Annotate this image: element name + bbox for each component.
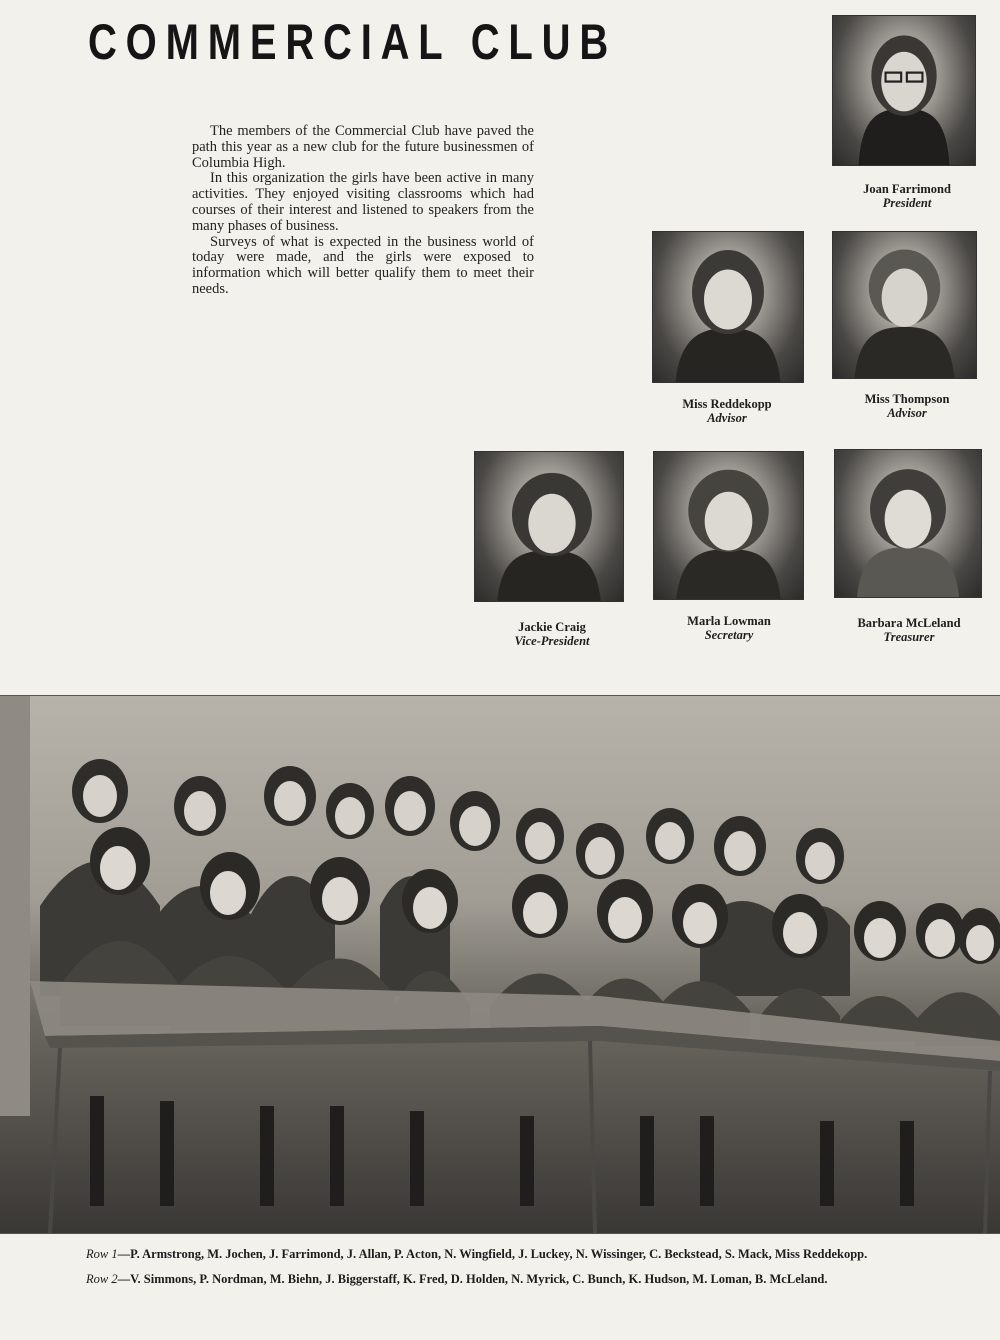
intro-paragraph: The members of the Commercial Club have paved the path this year as a new club for the future businessmen of Columbia High. [192,123,534,171]
officer-name: Miss Reddekopp [682,397,772,411]
officer-role: Advisor [707,411,747,425]
officer-name: Barbara McLeland [857,616,961,630]
intro-paragraph: Surveys of what is expected in the business world of today were made, and the girls were exposed to information which will better qualify them to meet their needs. [192,233,534,297]
officer-role: Secretary [704,628,754,642]
portrait-president [832,15,976,166]
caption-president [832,182,982,210]
row-label: Row 1 [86,1247,118,1261]
officer-role: Advisor [887,406,927,420]
officer-role: Vice-President [514,634,590,648]
portrait-treasurer [834,449,982,598]
group-photo [0,695,1000,1234]
page-title: COMMERCIAL CLUB [88,14,618,70]
row-label: Row 2 [86,1272,118,1286]
caption-secretary [653,614,805,642]
portrait-advisor-thompson [832,231,977,379]
caption-advisor-reddekopp [652,397,802,425]
row-names: V. Simmons, P. Nordman, M. Biehn, J. Biggerstaff, K. Fred, D. Holden, N. Myrick, C. Bunch, K. Hudson, M. Loman, B. McLeland. [130,1272,828,1286]
officer-role: President [882,196,932,210]
row-2-caption: Row 2—V. Simmons, P. Nordman, M. Biehn, J. Biggerstaff, K. Fred, D. Holden, N. Myrick, C. Bunch, K. Hudson, M. Loman, B. McLeland. [86,1272,828,1286]
portrait-secretary [653,451,804,600]
officer-name: Jackie Craig [518,620,586,634]
caption-treasurer [832,616,986,644]
intro-text [192,124,534,298]
row-captions [58,1246,951,1296]
officer-role: Treasurer [883,630,935,644]
row-names: P. Armstrong, M. Jochen, J. Farrimond, J. Allan, P. Acton, N. Wingfield, J. Luckey, N. Wissinger, C. Beckstead, S. Mack, Miss Reddekopp. [130,1247,868,1261]
officer-name: Marla Lowman [687,614,771,628]
officer-name: Joan Farrimond [863,182,951,196]
caption-advisor-thompson [832,392,982,420]
officer-name: Miss Thompson [864,392,950,406]
portrait-advisor-reddekopp [652,231,804,383]
intro-paragraph: In this organization the girls have been active in many activities. They enjoyed visiting classrooms which had courses of their interest and listened to speakers from the many phases of business. [192,170,534,234]
row-1-caption: Row 1—P. Armstrong, M. Jochen, J. Farrimond, J. Allan, P. Acton, N. Wingfield, J. Luckey, N. Wissinger, C. Beckstead, S. Mack, Miss Reddekopp. [86,1247,868,1261]
portrait-vice-president [474,451,624,602]
caption-vice-president [477,620,627,648]
